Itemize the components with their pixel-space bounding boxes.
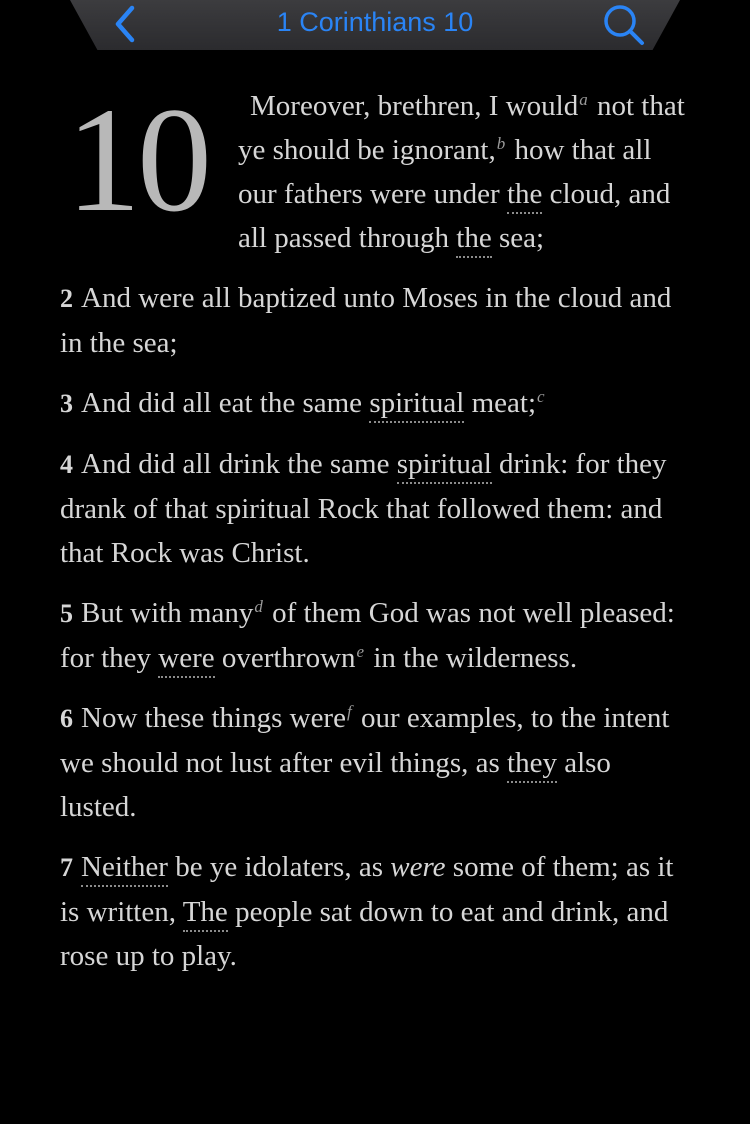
- verse-text: not that ye should be ignorant,: [238, 90, 685, 166]
- verse-text: sea;: [491, 222, 545, 254]
- footnote-marker[interactable]: c: [537, 387, 545, 406]
- verse-number: 4: [60, 450, 73, 479]
- verse-text: And were all baptized unto Moses in the cloud and in the sea;: [60, 282, 672, 359]
- footnote-marker[interactable]: e: [356, 642, 365, 661]
- verse-text: also lusted.: [60, 747, 611, 823]
- footnote-marker[interactable]: a: [579, 90, 588, 109]
- verse-text: And did all drink the same: [81, 448, 397, 480]
- verse[interactable]: [60, 276, 685, 365]
- verse[interactable]: [60, 442, 685, 575]
- verse-text: how that all our fathers were under: [238, 134, 652, 210]
- footnote-marker[interactable]: d: [254, 597, 263, 616]
- annotated-word[interactable]: the: [456, 222, 491, 258]
- annotated-word[interactable]: were: [158, 642, 214, 678]
- verse-number: 6: [60, 704, 73, 733]
- verse-text: drink: for they drank of that spiritual Rock that followed them: and that Rock was Christ.: [60, 448, 667, 569]
- verse-text: be ye idolaters, as: [167, 851, 391, 883]
- verse-text: people sat down to eat and drink, and rose up to play.: [60, 896, 669, 972]
- verse[interactable]: [60, 696, 685, 829]
- search-icon: [600, 2, 648, 48]
- verse-text: some of them; as it is written,: [60, 851, 674, 928]
- italic-word: were: [390, 851, 446, 883]
- verse-text: And did all eat the same: [81, 387, 370, 419]
- annotated-word[interactable]: the: [507, 178, 542, 214]
- annotated-word[interactable]: The: [183, 896, 228, 932]
- verse-number: 2: [60, 284, 73, 313]
- verse[interactable]: [60, 591, 685, 680]
- footnote-marker[interactable]: f: [346, 702, 352, 721]
- verse-text: of them God was not well pleased: for they: [60, 597, 675, 674]
- annotated-word[interactable]: spiritual: [369, 387, 464, 423]
- book-chapter-title[interactable]: 1 Corinthians 10: [276, 7, 474, 37]
- navigation-bar: [0, 0, 750, 52]
- verse[interactable]: [60, 845, 685, 978]
- verse-number: 3: [60, 389, 73, 418]
- footnote-marker[interactable]: b: [496, 134, 506, 153]
- verse-text: our examples, to the intent we should not lust after evil things, as: [60, 702, 670, 779]
- chevron-left-icon: [104, 2, 148, 46]
- verse-text: Now these things were: [81, 702, 346, 734]
- chapter-number: 10: [66, 77, 208, 243]
- verse-text: cloud, and all passed through: [238, 178, 671, 254]
- verse-text: in the wilderness.: [366, 642, 578, 674]
- annotated-word[interactable]: they: [507, 747, 557, 783]
- verse-text: overthrown: [214, 642, 356, 674]
- annotated-word[interactable]: Neither: [81, 851, 168, 887]
- verse-number: 7: [60, 853, 73, 882]
- verse[interactable]: [60, 381, 685, 426]
- verse-text: But with many: [81, 597, 254, 629]
- verse-text: Moreover, brethren, I would: [250, 90, 579, 122]
- chapter-text: [60, 77, 685, 994]
- verse-number: 5: [60, 599, 73, 628]
- verse-text: meat;: [464, 387, 537, 419]
- search-button[interactable]: [600, 2, 648, 48]
- back-button[interactable]: [104, 2, 148, 46]
- annotated-word[interactable]: spiritual: [397, 448, 492, 484]
